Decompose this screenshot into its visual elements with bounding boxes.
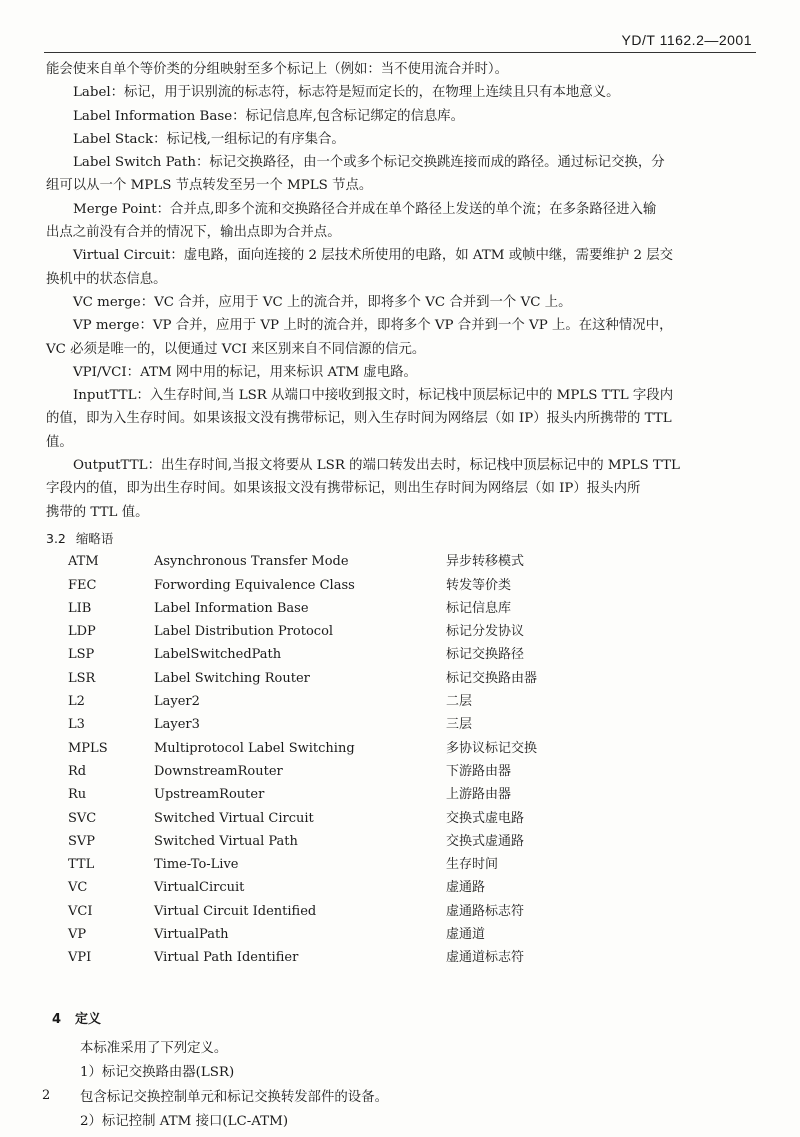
definition-line: 包含标记交换控制单元和标记交换转发部件的设备。 bbox=[80, 1089, 388, 1105]
chinese-cell: 转发等价类 bbox=[446, 577, 512, 593]
table-row bbox=[68, 760, 596, 783]
section-3-2-heading bbox=[46, 527, 756, 550]
table-row bbox=[68, 830, 596, 853]
abbr-cell: LSP bbox=[68, 647, 95, 663]
term-virtual-circuit: Virtual Circuit：虚电路，面向连接的 2 层技术所使用的电路，如 ATM 或帧中继，需要维护 2 层交 换机中的状态信息。 bbox=[46, 248, 674, 287]
header-divider bbox=[44, 52, 756, 53]
section-title: 定义 bbox=[75, 1011, 102, 1027]
term-label-stack: Label Stack：标记栈,一组标记的有序集合。 bbox=[73, 131, 345, 147]
term-vpi-vci: VPI/VCI：ATM 网中用的标记，用来标识 ATM 虚电路。 bbox=[73, 364, 417, 380]
chinese-cell: 虚通道标志符 bbox=[446, 950, 525, 966]
term-merge-point: Merge Point：合并点,即多个流和交换路径合并成在单个路径上发送的单个流；在多条路径进入输 出点之前没有合并的情况下，输出点即为合并点。 bbox=[46, 201, 657, 241]
document-body bbox=[46, 58, 756, 1135]
definition-line: 本标准采用了下列定义。 bbox=[80, 1040, 228, 1056]
section-title: 缩略语 bbox=[75, 530, 114, 546]
table-row bbox=[68, 807, 596, 830]
section-4-heading bbox=[52, 1008, 756, 1031]
table-row bbox=[68, 667, 596, 690]
term-label-switch-path: Label Switch Path：标记交换路径，由一个或多个标记交换跳连接而成的路径。通过标记交换，分 组可以从一个 MPLS 节点转发至另一个 MPLS 节点。 bbox=[46, 155, 665, 194]
chinese-cell: 虚通路标志符 bbox=[446, 903, 525, 919]
abbr-cell: LIB bbox=[68, 600, 92, 616]
table-row bbox=[68, 876, 596, 899]
table-row bbox=[68, 620, 596, 643]
table-row bbox=[68, 643, 596, 666]
english-cell: Forwording Equivalence Class bbox=[154, 577, 355, 593]
abbr-cell: VPI bbox=[68, 950, 92, 966]
term-label: Label：标记，用于识别流的标志符，标志符是短而定长的，在物理上连续且只有本地意义。 bbox=[73, 85, 620, 101]
term-label-information-base: Label Information Base：标记信息库,包含标记绑定的信息库。 bbox=[73, 108, 465, 124]
chinese-cell: 上游路由器 bbox=[446, 787, 512, 803]
chinese-cell: 标记信息库 bbox=[446, 600, 512, 616]
chinese-cell: 交换式虚通路 bbox=[446, 833, 525, 849]
english-cell: VirtualCircuit bbox=[154, 880, 245, 896]
chinese-cell: 标记交换路由器 bbox=[446, 670, 538, 686]
abbr-cell: L2 bbox=[68, 694, 85, 710]
english-cell: Time-To-Live bbox=[154, 857, 239, 873]
table-row bbox=[68, 550, 596, 573]
english-cell: Virtual Circuit Identified bbox=[154, 903, 317, 919]
page-header-standard-code: YD/T 1162.2—2001 bbox=[621, 32, 752, 48]
table-row bbox=[68, 853, 596, 876]
chinese-cell: 标记分发协议 bbox=[446, 624, 525, 640]
term-output-ttl: OutputTTL：出生存时间,当报文将要从 LSR 的端口转发出去时，标记栈中顶层标记中的 MPLS TTL 字段内的值，即为出生存时间。如果该报文没有携带标记，则出生存时间为网络层（如 IP）报头内所 携带的 TTL 值。 bbox=[46, 458, 680, 520]
section-number: 4 bbox=[52, 1011, 62, 1027]
table-row bbox=[68, 946, 596, 969]
abbr-cell: VC bbox=[68, 880, 88, 896]
chinese-cell: 下游路由器 bbox=[446, 763, 512, 779]
chinese-cell: 异步转移模式 bbox=[446, 554, 525, 570]
english-cell: Layer3 bbox=[154, 717, 200, 733]
english-cell: Label Switching Router bbox=[154, 670, 310, 686]
english-cell: Label Distribution Protocol bbox=[154, 624, 334, 640]
chinese-cell: 交换式虚电路 bbox=[446, 810, 525, 826]
table-row bbox=[68, 574, 596, 597]
english-cell: Switched Virtual Circuit bbox=[154, 810, 314, 826]
english-cell: Layer2 bbox=[154, 694, 200, 710]
term-definitions bbox=[46, 81, 756, 524]
english-cell: Label Information Base bbox=[154, 600, 309, 616]
table-row bbox=[68, 690, 596, 713]
table-row bbox=[68, 713, 596, 736]
abbr-cell: VCI bbox=[68, 903, 93, 919]
table-row bbox=[68, 783, 596, 806]
chinese-cell: 生存时间 bbox=[446, 857, 499, 873]
definition-line: 2）标记控制 ATM 接口(LC-ATM) bbox=[80, 1114, 289, 1130]
abbr-cell: VP bbox=[68, 926, 87, 942]
section-number: 3.2 bbox=[46, 530, 66, 546]
chinese-cell: 多协议标记交换 bbox=[446, 740, 538, 756]
section-4-body bbox=[46, 1037, 756, 1135]
abbr-cell: LDP bbox=[68, 624, 96, 640]
abbr-cell: MPLS bbox=[68, 740, 108, 756]
chinese-cell: 标记交换路径 bbox=[446, 647, 525, 663]
english-cell: VirtualPath bbox=[154, 926, 229, 942]
english-cell: LabelSwitchedPath bbox=[154, 647, 282, 663]
abbr-cell: LSR bbox=[68, 670, 96, 686]
english-cell: UpstreamRouter bbox=[154, 787, 265, 803]
english-cell: Virtual Path Identifier bbox=[154, 950, 299, 966]
abbr-cell: L3 bbox=[68, 717, 85, 733]
term-input-ttl: InputTTL：入生存时间,当 LSR 从端口中接收到报文时，标记栈中顶层标记中的 MPLS TTL 字段内 的值，即为入生存时间。如果该报文没有携带标记，则入生存时间为网络层（如 IP）报头内所携带的 TTL 值。 bbox=[46, 388, 674, 450]
page-number: 2 bbox=[42, 1088, 51, 1103]
table-row bbox=[68, 737, 596, 760]
table-row bbox=[68, 597, 596, 620]
english-cell: Switched Virtual Path bbox=[154, 833, 298, 849]
table-row bbox=[68, 900, 596, 923]
abbr-cell: SVP bbox=[68, 833, 96, 849]
english-cell: Asynchronous Transfer Mode bbox=[154, 554, 349, 570]
chinese-cell: 虚通道 bbox=[446, 926, 486, 942]
chinese-cell: 虚通路 bbox=[446, 880, 486, 896]
english-cell: DownstreamRouter bbox=[154, 763, 283, 779]
term-vc-merge: VC merge：VC 合并，应用于 VC 上的流合并，即将多个 VC 合并到一个 VC 上。 bbox=[73, 294, 572, 310]
english-cell: Multiprotocol Label Switching bbox=[154, 740, 355, 756]
intro-line: 能会使来自单个等价类的分组映射至多个标记上（例如：当不使用流合并时）。 bbox=[46, 62, 508, 77]
abbreviation-table bbox=[68, 550, 596, 969]
definition-line: 1）标记交换路由器(LSR) bbox=[80, 1065, 235, 1081]
abbr-cell: Rd bbox=[68, 763, 87, 779]
table-row bbox=[68, 923, 596, 946]
abbr-cell: TTL bbox=[68, 857, 95, 873]
abbr-cell: FEC bbox=[68, 577, 97, 593]
abbr-cell: Ru bbox=[68, 787, 87, 803]
abbr-cell: ATM bbox=[68, 554, 99, 570]
term-vp-merge: VP merge：VP 合并，应用于 VP 上时的流合并，即将多个 VP 合并到一个 VP 上。在这种情况中， VC 必须是唯一的，以便通过 VCI 来区别来自不同信源的信元。 bbox=[46, 318, 673, 357]
chinese-cell: 二层 bbox=[446, 694, 473, 710]
abbr-cell: SVC bbox=[68, 810, 97, 826]
chinese-cell: 三层 bbox=[446, 717, 473, 733]
